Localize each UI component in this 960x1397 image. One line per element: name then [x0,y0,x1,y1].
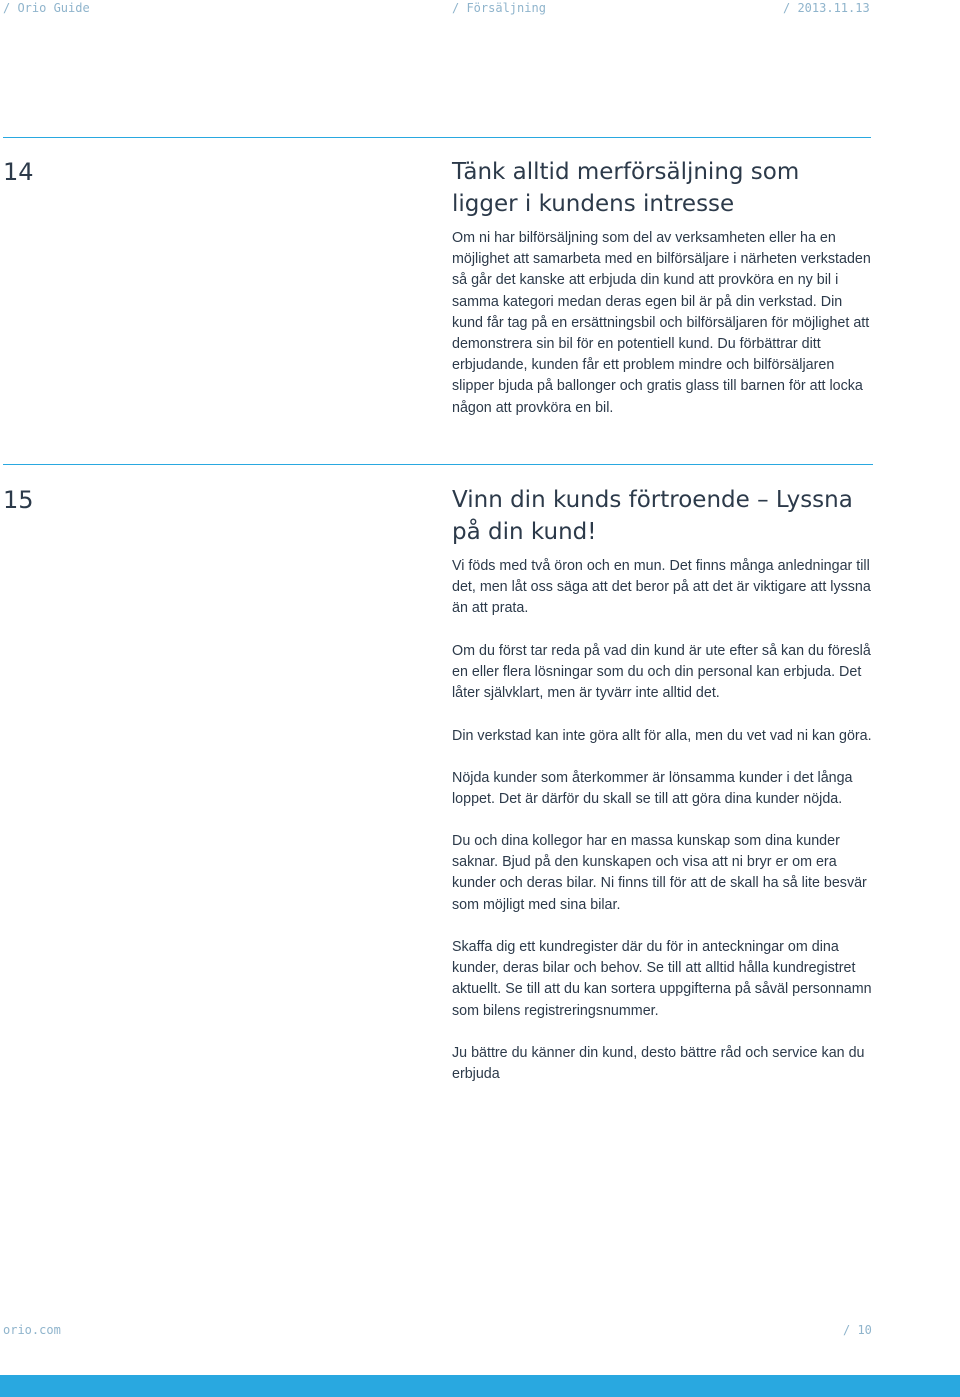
section-title: Tänk alltid merförsäljning som ligger i kundens intresse [452,159,800,217]
footer-accent-bar [0,1375,960,1397]
section-paragraph: Din verkstad kan inte göra allt för alla, men du vet vad ni kan göra. [452,728,872,744]
section-paragraph: Nöjda kunder som återkommer är lönsamma kunder i det långa loppet. Det är därför du skall se till att göra dina kunder nöjda. [452,770,853,808]
section-number: 15 [3,486,34,514]
section-paragraph: Skaffa dig ett kundregister där du för in anteckningar om dina kunder, deras bilar och behov. Se till att alltid hålla kundregistret aktuellt. Se till att du kan sortera uppgifterna på såväl personnamn som bilens registreringsnummer. [452,939,872,1019]
section-divider [3,464,873,465]
section-number: 14 [3,158,34,186]
section-paragraph: Vi föds med två öron och en mun. Det finns många anledningar till det, men låt oss säga att det beror på att det är viktigare att lyssna än att prata. [452,558,871,617]
section-divider [3,137,871,138]
footer-site-link[interactable]: orio.com [3,1323,61,1337]
section-paragraph: Du och dina kollegor har en massa kunskap som dina kunder saknar. Bjud på den kunskapen och visa att ni bryr er om era kunder och deras bilar. Ni finns till för att de skall ha så lite besvär som möjligt med sina bilar. [452,833,867,913]
breadcrumb-section: / Försäljning [452,1,546,15]
section-paragraph: Om du först tar reda på vad din kund är ute efter så kan du föreslå en eller flera lösningar som du och din personal kan erbjuda. Det låter självklart, men är tyvärr inte alltid det. [452,643,871,702]
section-paragraph: Ju bättre du känner din kund, desto bättre råd och service kan du erbjuda [452,1045,865,1083]
section-paragraph: Om ni har bilförsäljning som del av verksamheten eller ha en möjlighet att samarbeta med en bilförsäljare i närheten verkstaden så går det kanske att erbjuda din kund att provköra en ny bil i samma kategori medan deras egen bil är på din verkstad. Din kund får tag på en ersättningsbil och bilförsäljaren för möjlighet att demonstrera sin bil för en potentiell kund. Du förbättrar ditt erbjudande, kunden får ett problem mindre och bilförsäljaren slipper bjuda på ballonger och gratis glass till barnen för att locka någon att provköra en bil. [452,230,871,416]
section-title: Vinn din kunds förtroende – Lyssna på din kund! [452,487,853,545]
page-number: / 10 [843,1323,872,1337]
breadcrumb-brand: / Orio Guide [3,1,90,15]
breadcrumb-date: / 2013.11.13 [783,1,870,15]
